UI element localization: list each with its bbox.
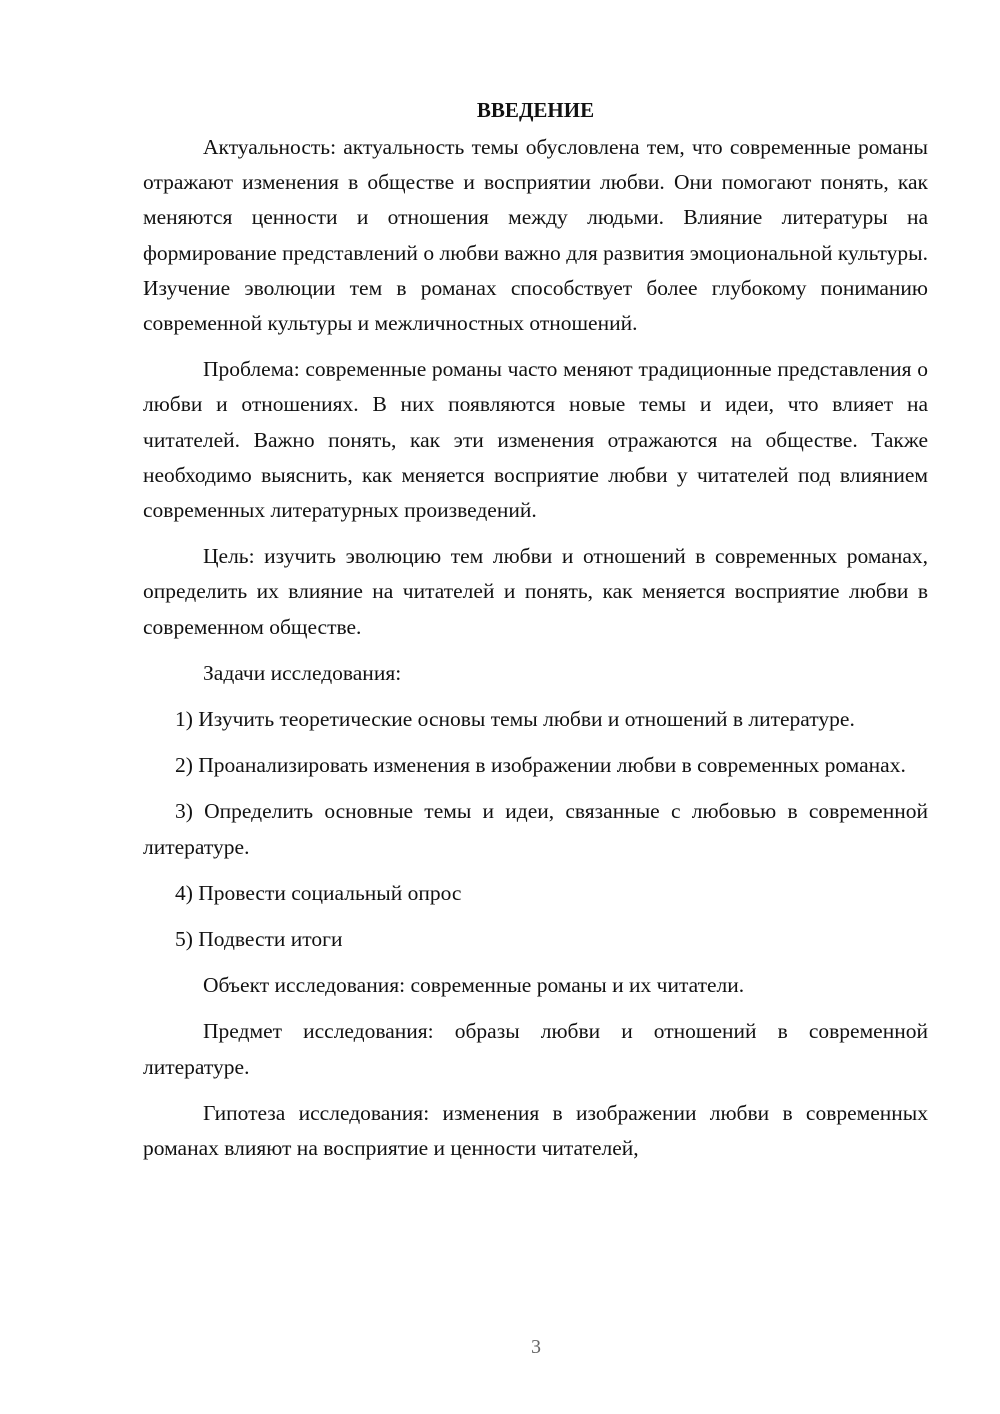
relevance-paragraph: Актуальность: актуальность темы обусловлена тем, что современные романы отражают изменения в обществе и восприятии любви. Они помогают понять, как меняются ценности и отношения между людьми. Влияние литературы на формирование представлений о любви важно для развития эмоциональной культуры. Изучение эволюции тем в романах способствует более глубокому пониманию современной культуры и межличностных отношений. [143, 135, 928, 336]
section-title: ВВЕДЕНИЕ [476, 98, 595, 122]
task-item: 3) Определить основные темы и идеи, связанные с любовью в современной литературе. [143, 799, 928, 859]
page-content [143, 93, 928, 1177]
problem-paragraph: Проблема: современные романы часто меняют традиционные представления о любви и отношениях. В них появляются новые темы и идеи, что влияет на читателей. Важно понять, как эти изменения отражаются на обществе. Также необходимо выяснить, как меняется восприятие любви у читателей под влиянием современных литературных произведений. [143, 357, 928, 523]
task-item: 2) Проанализировать изменения в изображении любви в современных романах. [175, 753, 906, 778]
hypothesis-paragraph: Гипотеза исследования: изменения в изображении любви в современных романах влияют на восприятие и ценности читателей, [143, 1100, 928, 1161]
task-item: 1) Изучить теоретические основы темы любви и отношений в литературе. [175, 707, 855, 732]
goal-paragraph: Цель: изучить эволюцию тем любви и отношений в современных романах, определить их влияние на читателей и понять, как меняется восприятие любви в современном обществе. [143, 544, 928, 639]
task-item: 5) Подвести итоги [175, 927, 343, 952]
tasks-heading: Задачи исследования: [203, 660, 402, 685]
task-item: 4) Провести социальный опрос [175, 880, 462, 905]
subject-paragraph: Предмет исследования: образы любви и отношений в современной литературе. [143, 1019, 928, 1079]
object-paragraph: Объект исследования: современные романы и их читатели. [203, 973, 745, 998]
page-number: 3 [531, 1336, 541, 1358]
